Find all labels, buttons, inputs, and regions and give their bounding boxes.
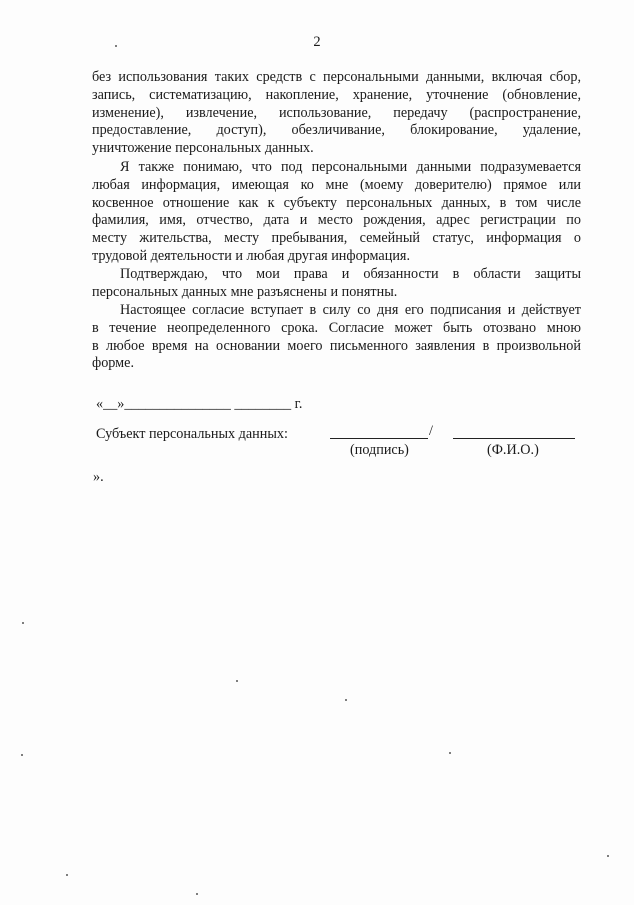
signature-line	[330, 438, 428, 439]
scan-speck	[236, 680, 238, 682]
paragraph-line: Настоящее согласие вступает в силу со дня его подписания и действует	[120, 302, 581, 318]
paragraph-line: Я также понимаю, что под персональными данными подразумевается	[120, 159, 581, 175]
scan-speck	[21, 754, 23, 756]
paragraph-line: изменение), извлечение, использование, передачу (распространение,	[92, 104, 581, 121]
paragraph-line: запись, систематизацию, накопление, хранение, уточнение (обновление,	[92, 86, 581, 103]
signature-caption: (подпись)	[350, 442, 409, 458]
scan-speck	[449, 752, 451, 754]
scan-speck	[66, 874, 68, 876]
paragraph-line: предоставление, доступ), обезличивание, блокирование, удаление,	[92, 122, 581, 139]
signature-slash: /	[429, 423, 433, 439]
page-number: 2	[313, 34, 321, 50]
subject-label: Субъект персональных данных:	[96, 426, 288, 442]
paragraph-line: в любое время на основании моего письменного заявления в произвольной	[92, 337, 581, 354]
scan-speck	[607, 855, 609, 857]
scan-speck	[196, 893, 198, 895]
name-line	[453, 438, 575, 439]
scan-speck	[345, 699, 347, 701]
date-line: «__»_______________ ________ г.	[96, 396, 303, 412]
paragraph-consent-validity	[92, 302, 581, 373]
paragraph-line: любая информация, имеющая ко мне (моему доверителю) прямое или	[92, 176, 581, 193]
paragraph-line: персональных данных мне разъяснены и понятны.	[92, 283, 398, 300]
paragraph-line: трудовой деятельности и любая другая информация.	[92, 247, 410, 264]
paragraph-line: форме.	[92, 355, 134, 372]
name-caption: (Ф.И.О.)	[487, 442, 539, 458]
paragraph-line: месту жительства, месту пребывания, семейный статус, информация о	[92, 230, 581, 247]
paragraph-line: в течение неопределенного срока. Согласие может быть отозвано мною	[92, 319, 581, 336]
closing-quote: ».	[93, 469, 104, 485]
paragraph-line: уничтожение персональных данных.	[92, 140, 314, 157]
scan-speck	[22, 622, 24, 624]
scan-speck	[115, 45, 117, 47]
paragraph-line: без использования таких средств с персональными данными, включая сбор,	[92, 69, 581, 85]
paragraph-line: Подтверждаю, что мои права и обязанности в области защиты	[120, 266, 581, 282]
paragraph-line: косвенное отношение как к субъекту персональных данных, в том числе	[92, 194, 581, 211]
paragraph-line: фамилия, имя, отчество, дата и место рождения, адрес регистрации по	[92, 212, 581, 229]
paragraph-rights-confirmation	[92, 266, 581, 302]
paragraph-processing-actions	[92, 69, 581, 158]
paragraph-personal-data-definition	[92, 159, 581, 266]
